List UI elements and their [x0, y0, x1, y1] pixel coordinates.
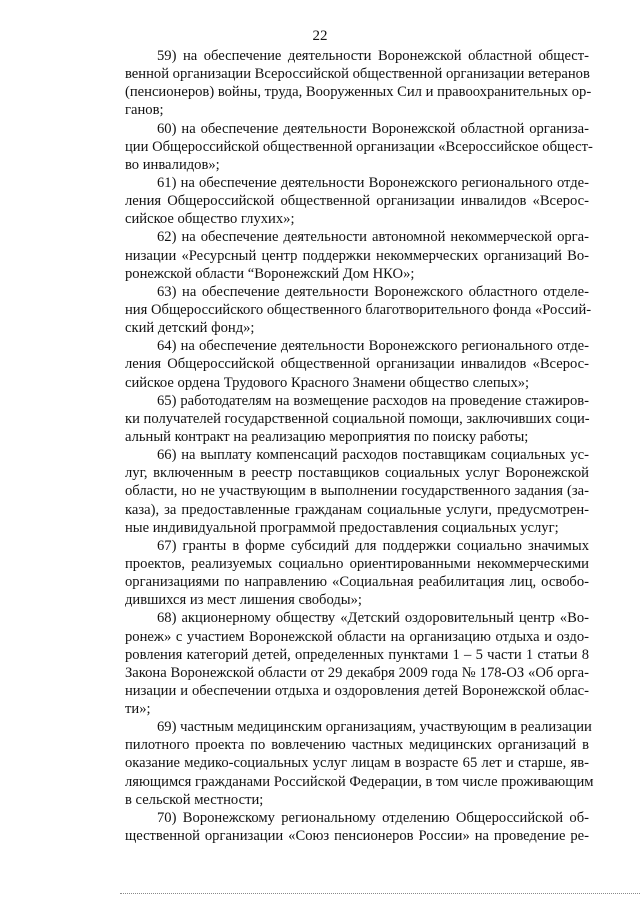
text-line: 67) гранты в форме субсидий для поддержки социально значимых	[157, 537, 589, 554]
list-item	[125, 609, 589, 718]
text-line: ления Общероссийской общественной организации инвалидов «Всерос-	[125, 356, 589, 373]
list-item	[125, 537, 589, 610]
text-line: 69) частным медицинским организациям, участвующим в реализации	[157, 719, 592, 736]
text-line: низации и обеспечении отдыха и оздоровления детей Воронежской облас-	[125, 682, 589, 699]
text-line: ные индивидуальной программой предоставления социальных услуг;	[125, 519, 559, 536]
text-line: оказание медико-социальных услуг лицам в возрасте 65 лет и старше, яв-	[125, 755, 589, 772]
text-line: организациями по направлению «Социальная реабилитация лиц, освобо-	[125, 574, 589, 591]
text-line: 68) акционерному обществу «Детский оздоровительный центр «Во-	[157, 610, 589, 627]
text-line: ровления категорий детей, определенных пунктами 1 – 5 части 1 статьи 8	[125, 646, 589, 663]
list-item	[125, 228, 589, 282]
text-line: ния Общероссийского общественного благотворительного фонда «Россий-	[125, 301, 592, 318]
text-line: сийское общество глухих»;	[125, 211, 295, 228]
list-item	[125, 809, 589, 845]
text-line: низации «Ресурсный центр поддержки некоммерческих организаций Во-	[125, 247, 589, 264]
text-line: 59) на обеспечение деятельности Воронежской областной общест-	[157, 48, 589, 64]
scan-edge-line	[120, 893, 640, 894]
text-line: луг, включенным в реестр поставщиков социальных услуг Воронежской	[125, 465, 589, 482]
list-item	[125, 718, 594, 809]
text-line: дившихся из мест лишения свободы»;	[125, 592, 362, 609]
text-line: 63) на обеспечение деятельности Воронежского областного отделе-	[157, 283, 589, 300]
text-line: ганов;	[125, 102, 164, 119]
text-line: в сельской местности;	[125, 791, 264, 808]
text-line: ронежской области “Воронежский Дом НКО»;	[125, 265, 415, 282]
text-line: Закона Воронежской области от 29 декабря 2009 года № 178-ОЗ «Об орга-	[125, 664, 589, 681]
text-body	[125, 47, 594, 845]
text-line: проектов, реализуемых социально ориентированными некоммерческими	[125, 555, 589, 572]
text-line: ции Общероссийской общественной организации «Всероссийское общест-	[125, 138, 593, 155]
page-number: 22	[312, 28, 328, 44]
text-line: 60) на обеспечение деятельности Воронежской областной организа-	[157, 120, 589, 137]
list-item	[125, 337, 589, 391]
list-item	[125, 47, 592, 120]
text-line: щественной организации «Союз пенсионеров России» на проведение ре-	[125, 828, 589, 845]
text-line: 65) работодателям на возмещение расходов на проведение стажиров-	[157, 392, 589, 409]
text-line: ти»;	[125, 701, 151, 718]
text-line: 66) на выплату компенсаций расходов поставщикам социальных ус-	[157, 447, 589, 464]
text-line: пилотного проекта по вовлечению частных медицинских организаций в	[125, 737, 589, 754]
list-item	[125, 174, 589, 228]
text-line: 62) на обеспечение деятельности автономной некоммерческой орга-	[157, 229, 589, 246]
text-line: 64) на обеспечение деятельности Воронежского регионального отде-	[157, 338, 589, 355]
text-line: 61) на обеспечение деятельности Воронежского регионального отде-	[157, 174, 589, 191]
text-line: ронеж» с участием Воронежской области на организацию отдыха и оздо-	[125, 628, 589, 645]
text-line: сийское ордена Трудового Красного Знамени общество слепых»;	[125, 374, 530, 391]
text-line: (пенсионеров) войны, труда, Вооруженных Сил и правоохранительных ор-	[125, 84, 592, 101]
text-line: во инвалидов»;	[125, 156, 220, 173]
list-item	[125, 120, 593, 174]
list-item	[125, 392, 589, 446]
text-line: 70) Воронежскому региональному отделению Общероссийской об-	[157, 809, 589, 826]
text-line: ляющимся гражданами Российской Федерации, в том числе проживающим	[125, 773, 594, 790]
list-item	[125, 283, 592, 337]
list-item	[125, 446, 589, 537]
text-line: ский детский фонд»;	[125, 320, 255, 337]
text-line: ки получателей государственной социальной помощи, заключивших соци-	[125, 410, 590, 427]
text-line: венной организации Всероссийской общественной организации ветеранов	[125, 66, 590, 83]
text-line: области, но не участвующим в выполнении государственного задания (за-	[125, 483, 589, 500]
text-line: каза), за предоставленные гражданам социальные услуги, предусмотрен-	[125, 501, 589, 518]
text-line: альный контракт на реализацию мероприятия по поиску работы;	[125, 428, 529, 445]
text-line: ления Общероссийской общественной организации инвалидов «Всерос-	[125, 193, 589, 210]
